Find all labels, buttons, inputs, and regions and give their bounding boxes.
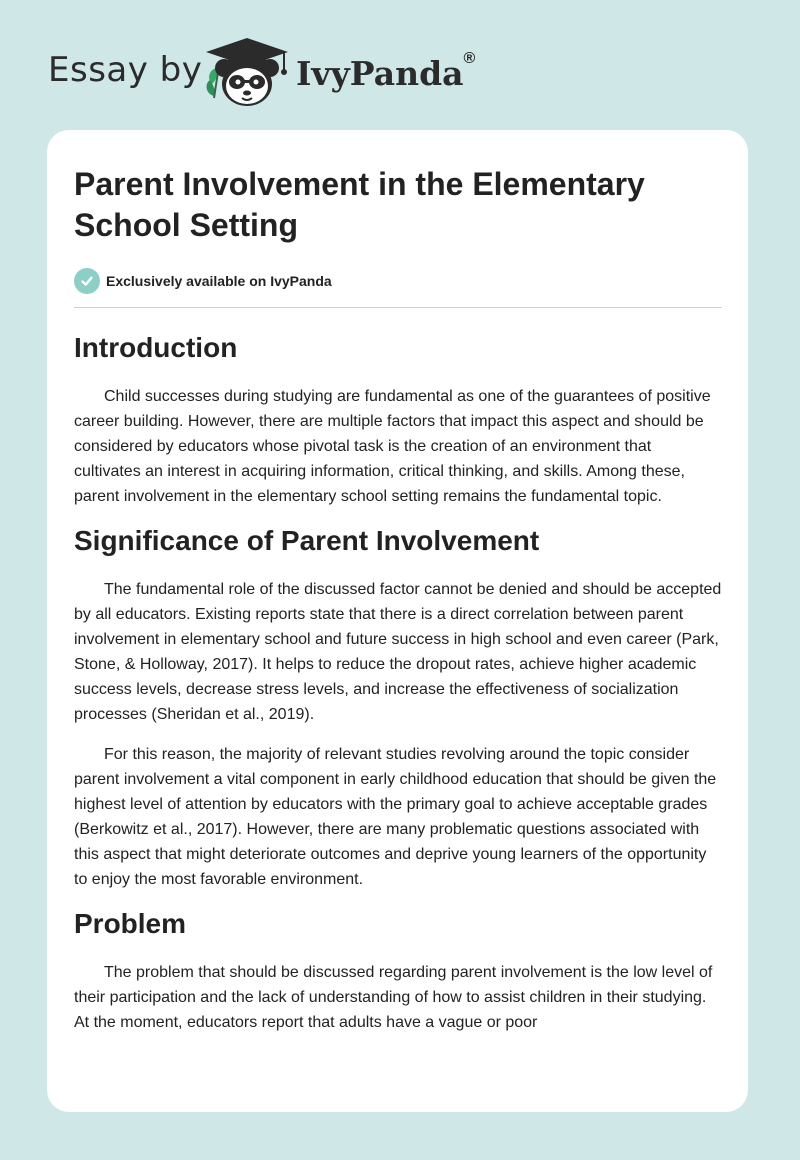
- exclusive-badge: [74, 268, 722, 294]
- section-heading: Significance of Parent Involvement: [74, 525, 540, 556]
- section-heading: Problem: [74, 908, 187, 939]
- site-header: [0, 0, 800, 130]
- exclusive-badge-text: Exclusively available on IvyPanda: [106, 273, 332, 289]
- paragraph: Child successes during studying are fundamental as one of the guarantees of positive career building. However, there are multiple factors that impact this aspect and should be considered by educators whose pivotal task is the creation of an environment that cultivates an interest in acquiring information, critical thinking, and skills. Among these, parent involvement in the elementary school setting remains the fundamental topic.: [74, 388, 711, 505]
- section-problem: [74, 906, 722, 1035]
- divider: [74, 307, 722, 308]
- section-heading: Introduction: [74, 332, 238, 363]
- essay-by-label: Essay by: [48, 50, 203, 90]
- paragraph: The fundamental role of the discussed factor cannot be denied and should be accepted by all educators. Existing reports state that there is a direct correlation between parent involvement in elementary school and future success in high school and even career (Park, Stone, & Holloway, 2017). It helps to reduce the dropout rates, achieve higher academic success levels, decrease stress levels, and increase the effectiveness of socialization processes (Sheridan et al., 2019).: [74, 581, 722, 723]
- brand-text: IvyPanda: [296, 54, 464, 93]
- section-introduction: [74, 330, 722, 509]
- check-icon: [74, 268, 100, 294]
- article-title: Parent Involvement in the Elementary School Setting: [74, 166, 645, 243]
- registered-mark: ®: [463, 50, 476, 67]
- paragraph: The problem that should be discussed regarding parent involvement is the low level of their participation and the lack of understanding of how to assist children in their studying. At the moment, educators report that adults have a vague or poor: [74, 964, 713, 1031]
- brand-name[interactable]: [296, 50, 476, 93]
- paragraph: For this reason, the majority of relevant studies revolving around the topic consider parent involvement a vital component in early childhood education that should be given the highest level of attention by educators with the primary goal to achieve acceptable grades (Berkowitz et al., 2017). However, there are many problematic questions associated with this aspect that might deteriorate outcomes and deprive young learners of the opportunity to enjoy the most favorable environment.: [74, 746, 717, 888]
- section-significance: [74, 523, 722, 892]
- panda-graduate-logo-icon[interactable]: [202, 34, 292, 108]
- article-card: [47, 130, 748, 1112]
